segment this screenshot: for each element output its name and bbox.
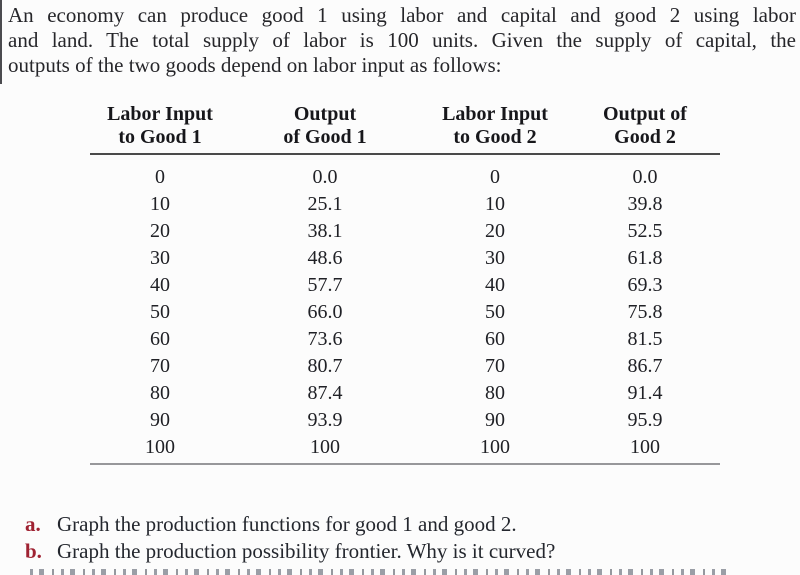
table-cell: 0 [155,166,165,188]
table-cell: 81.5 [627,328,663,350]
table-row [90,191,720,218]
table-row [90,272,720,299]
table-cell: 100 [630,436,660,458]
header-line: Labor Input [107,103,213,125]
table-cell: 20 [485,220,505,242]
problem-statement-line: An economy can produce good 1 using labor and capital and good 2 using labor [8,3,796,27]
header-line: to Good 1 [118,126,202,148]
table-cell: 100 [145,436,175,458]
table-cell: 0 [490,166,500,188]
table-cell: 0.0 [312,166,338,188]
table-cell: 57.7 [307,274,343,296]
table-cell: 90 [150,409,170,431]
table-cell: 87.4 [307,382,343,404]
table-row [90,380,720,407]
table-cell: 25.1 [307,193,343,215]
column-header-labor-input-good2 [420,103,570,149]
table-cell: 60 [150,328,170,350]
table-cell: 100 [310,436,340,458]
problem-statement-line: outputs of the two goods depend on labor input as follows: [8,53,502,77]
table-row [90,218,720,245]
table-row [90,434,720,461]
table-row [90,164,720,191]
table-cell: 52.5 [627,220,663,242]
table-cell: 69.3 [627,274,663,296]
table-header-row [90,103,720,155]
question-a-text: Graph the production functions for good 1 and good 2. [57,512,517,536]
question-b [25,538,555,565]
table-cell: 50 [150,301,170,323]
question-a [25,511,555,538]
table-cell: 86.7 [627,355,663,377]
table-cell: 70 [150,355,170,377]
table-body [90,155,720,465]
problem-statement [8,3,796,78]
column-header-output-good2 [570,103,720,149]
table-cell: 70 [485,355,505,377]
table-cell: 61.8 [627,247,663,269]
header-line: Labor Input [442,103,548,125]
table-cell: 50 [485,301,505,323]
table-cell: 39.8 [627,193,663,215]
question-b-text: Graph the production possibility frontier. Why is it curved? [57,539,556,563]
table-cell: 60 [485,328,505,350]
table-cell: 48.6 [307,247,343,269]
header-line: Output of [603,103,687,125]
header-line: to Good 2 [453,126,537,148]
table-cell: 100 [480,436,510,458]
table-cell: 10 [485,193,505,215]
question-b-marker: b. [25,539,42,563]
table-row [90,326,720,353]
labor-output-table [90,103,720,465]
header-line: Good 2 [614,126,676,148]
table-cell: 90 [485,409,505,431]
table-cell: 40 [150,274,170,296]
header-line: Output [293,103,357,125]
table-cell: 80 [485,382,505,404]
table-cell: 10 [150,193,170,215]
problem-statement-line: and land. The total supply of labor is 100 units. Given the supply of capital, the [8,28,796,52]
table-row [90,407,720,434]
column-header-output-good1 [230,103,420,149]
table-cell: 93.9 [307,409,343,431]
question-a-marker: a. [25,512,41,536]
table-cell: 0.0 [632,166,658,188]
table-cell: 38.1 [307,220,343,242]
table-cell: 73.6 [307,328,343,350]
table-cell: 30 [150,247,170,269]
questions-list [25,511,555,565]
scan-edge-artifact [0,0,2,84]
table-cell: 95.9 [627,409,663,431]
table-cell: 20 [150,220,170,242]
cutoff-text-remnant [30,569,726,575]
table-row [90,353,720,380]
column-header-labor-input-good1 [90,103,230,149]
table-cell: 40 [485,274,505,296]
table-cell: 66.0 [307,301,343,323]
table-row [90,299,720,326]
table-cell: 75.8 [627,301,663,323]
table-cell: 80 [150,382,170,404]
table-cell: 91.4 [627,382,663,404]
header-line: of Good 1 [283,126,367,148]
table-cell: 80.7 [307,355,343,377]
table-cell: 30 [485,247,505,269]
table-row [90,245,720,272]
